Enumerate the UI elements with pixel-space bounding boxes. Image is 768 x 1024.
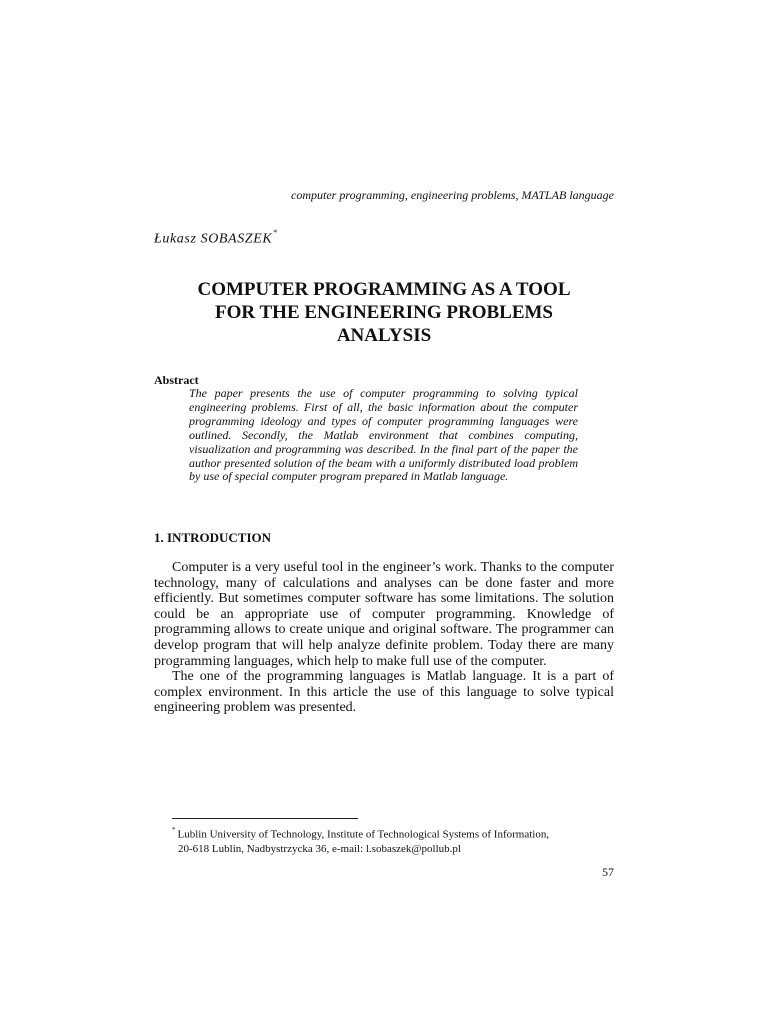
title-line-1: COMPUTER PROGRAMMING AS A TOOL	[197, 279, 571, 300]
title-line-2: FOR THE ENGINEERING PROBLEMS	[214, 302, 553, 323]
keywords-header: computer programming, engineering problems, MATLAB language	[291, 188, 614, 202]
footnote-affiliation: Lublin University of Technology, Institute of Technological Systems of Information,	[177, 828, 550, 841]
footnote-address: 20-618 Lublin, Nadbystrzycka 36, e-mail: l.sobaszek@pollub.pl	[178, 842, 461, 855]
footnote-mark: *	[172, 826, 176, 834]
abstract-heading: Abstract	[154, 373, 199, 387]
author-name: Łukasz SOBASZEK	[154, 231, 273, 247]
paragraph: The one of the programming languages is Matlab language. It is a part of complex environment. In this article the use of this language to solve typical engineering problem was presented.	[154, 669, 614, 716]
footnote-divider	[172, 818, 358, 819]
paper-title	[154, 278, 614, 347]
section-heading-introduction: 1. INTRODUCTION	[154, 530, 272, 545]
introduction-body	[154, 560, 614, 716]
title-line-3: ANALYSIS	[336, 325, 432, 346]
author-line	[154, 230, 277, 248]
footnote	[172, 824, 612, 856]
author-footnote-mark: *	[273, 228, 278, 237]
page-number: 57	[602, 865, 614, 879]
paragraph: Computer is a very useful tool in the engineer’s work. Thanks to the computer technology, many of calculations and analyses can be done faster and more efficiently. But sometimes computer software has some limitations. The solution could be an appropriate use of computer programming. Knowledge of programming allows to create unique and original software. The programmer can develop program that will help analyze definite problem. Today there are many programming languages, which help to make full use of the computer.	[154, 560, 614, 669]
footnote-line-1	[172, 824, 612, 842]
abstract-text: The paper presents the use of computer programming to solving typical engineering problems. First of all, the basic information about the computer programming ideology and types of computer programming languages were outlined. Secondly, the Matlab environment that combines computing, visualization and programming was described. In the final part of the paper the author presented solution of the beam with a uniformly distributed load problem by use of special computer program prepared in Matlab language.	[189, 386, 578, 484]
